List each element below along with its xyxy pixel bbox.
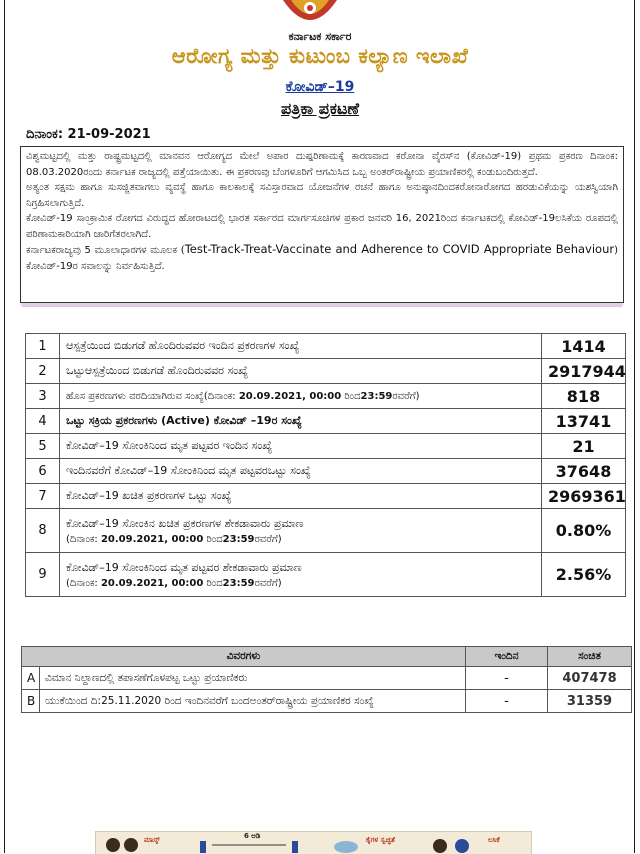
- distance-label: 6 ಅಡಿ: [244, 832, 261, 840]
- cumulative-header: ಸಂಚಿತ: [548, 647, 632, 667]
- stat-label: ಒಟ್ಟು ಸಕ್ರಿಯ ಪ್ರಕರಣಗಳು (Active) ಕೋವಿಡ್ –19ರ ಸಂಖ್ಯೆ: [60, 409, 542, 434]
- hygiene-label: ಕೈಗಳ ಸ್ವಚ್ಛತೆ: [366, 836, 395, 844]
- stat-value: 37648: [542, 459, 626, 484]
- mask-label: ಮಾಸ್ಕ್: [144, 836, 160, 844]
- karnataka-emblem-logo: [275, 0, 345, 30]
- airport-screening-table: [21, 646, 632, 713]
- department-title: ಆರೋಗ್ಯ ಮತ್ತು ಕುಟುಂಬ ಕಲ್ಯಾಣ ಇಲಾಖೆ: [171, 44, 469, 68]
- today-value: -: [466, 690, 548, 713]
- intro-paragraph-2: ಅತ್ಯಂತ ಸಕ್ಷಮ ಹಾಗೂ ಸುಸಜ್ಜಿತವಾಗಲು ವ್ಯವಸ್ಥೆ ಹಾಗೂ ಕಾಲಕಾಲಕ್ಕೆ ಸವಿಸ್ತಾರವಾದ ಯೋಜನೆಗಳ ರಚನೆ ಹಾಗೂ ಅನುಷ್ಠಾನದಿಂದಕರೋನಾರೋಗದ ಹರಡುವಿಕೆಯನ್ನು ಯಶಸ್ವಿಯಾಗಿ ನಿಗ್ರಹಿಸಲಾಗುತ್ತಿದೆ.: [26, 182, 618, 209]
- table-row: 7 ಕೋವಿಡ್–19 ಖಚಿತ ಪ್ರಕರಣಗಳ ಒಟ್ಟು ಸಂಖ್ಯೆ 2969361: [26, 484, 626, 509]
- table-row: A ವಿಮಾನ ನಿಲ್ದಾಣದಲ್ಲಿ ತಪಾಸಣೆಗೊಳಪಟ್ಟ ಒಟ್ಟು ಪ್ರಯಾಣಿಕರು - 407478: [22, 667, 632, 690]
- details-header: ವಿವರಗಳು: [22, 647, 466, 667]
- stat-value: 21: [542, 434, 626, 459]
- table-row: 5 ಕೋವಿಡ್–19 ಸೋಂಕಿನಿಂದ ಮೃತ ಪಟ್ಟವರ ಇಂದಿನ ಸಂಖ್ಯೆ 21: [26, 434, 626, 459]
- stat-label: ಒಟ್ಟುಆಸ್ಪತ್ರೆಯಿಂದ ಬಿಡುಗಡೆ ಹೊಂದಿರುವವರ ಸಂಖ್ಯೆ: [60, 359, 542, 384]
- stat-value: 2.56%: [542, 553, 626, 597]
- cumulative-value: 407478: [548, 667, 632, 690]
- stat-label: ಆಸ್ಪತ್ರೆಯಿಂದ ಬಿಡುಗಡೆ ಹೊಂದಿರುವವರ ಇಂದಿನ ಪ್ರಕರಣಗಳ ಸಂಖ್ಯೆ: [60, 334, 542, 359]
- intro-box: [20, 146, 624, 303]
- stat-label: ಕೋವಿಡ್–19 ಸೋಂಕಿನ ಖಚಿತ ಪ್ರಕರಣಗಳ ಶೇಕಡಾವಾರು ಪ್ರಮಾಣ (ದಿನಾಂಕ: 20.09.2021, 00:00 ರಿಂದ23:59ರವರೆಗೆ): [60, 509, 542, 553]
- stat-value: 0.80%: [542, 509, 626, 553]
- covid-statistics-table: [25, 333, 626, 597]
- page-border-right: [634, 0, 635, 853]
- stat-value: 2917944: [542, 359, 626, 384]
- release-date: ದಿನಾಂಕ: 21-09-2021: [26, 127, 151, 142]
- table-row: 3 ಹೊಸ ಪ್ರಕರಣಗಳು ವರದಿಯಾಗಿರುವ ಸಂಖ್ಯೆ(ದಿನಾಂಕ: 20.09.2021, 00:00 ರಿಂದ23:59ರವರೆಗೆ) 818: [26, 384, 626, 409]
- table-row: 9 ಕೋವಿಡ್–19 ಸೋಂಕಿನಿಂದ ಮೃತ ಪಟ್ಟವರ ಶೇಕಡಾವಾರು ಪ್ರಮಾಣ (ದಿನಾಂಕ: 20.09.2021, 00:00 ರಿಂದ23:59ರವರೆಗೆ) 2.56%: [26, 553, 626, 597]
- table-row: 2 ಒಟ್ಟುಆಸ್ಪತ್ರೆಯಿಂದ ಬಿಡುಗಡೆ ಹೊಂದಿರುವವರ ಸಂಖ್ಯೆ 2917944: [26, 359, 626, 384]
- mask-people-icon: [104, 836, 140, 854]
- covid-appropriate-behaviour-banner: [95, 831, 532, 854]
- press-release-title: ಪತ್ರಿಕಾ ಪ್ರಕಟಣೆ: [280, 99, 360, 118]
- covid-title: ಕೋವಿಡ್–19: [285, 79, 355, 95]
- vaccine-label: ಲಸಿಕೆ: [488, 836, 500, 844]
- row-label: ಯುಕೆಯಿಂದ ದಿ:25.11.2020 ರಿಂದ ಇಂದಿನವರೆಗೆ ಬಂದಅಂತರ್‌ರಾಷ್ಟ್ರೀಯ ಪ್ರಯಾಣಿಕರ ಸಂಖ್ಯೆ: [40, 690, 466, 713]
- intro-paragraph-3: ಕೋವಿಡ್-19 ಸಾಂಕ್ರಾಮಿಕ ರೋಗದ ವಿರುದ್ಧದ ಹೋರಾಟದಲ್ಲಿ ಭಾರತ ಸರ್ಕಾರದ ಮಾರ್ಗಸೂಚಿಗಳ ಪ್ರಕಾರ ಜನವರಿ 16, 2021ರಿಂದ ಕರ್ನಾಟಕದಲ್ಲಿ ಕೋವಿಡ್-19ಲಸಿಕೆಯ ರೂಪದಲ್ಲಿ ಪರಿಣಾಮಕಾರಿಯಾಗಿ ಜಾರಿಗೆತರಲಾಗಿದೆ.: [26, 213, 618, 240]
- table-row: 1 ಆಸ್ಪತ್ರೆಯಿಂದ ಬಿಡುಗಡೆ ಹೊಂದಿರುವವರ ಇಂದಿನ ಪ್ರಕರಣಗಳ ಸಂಖ್ಯೆ 1414: [26, 334, 626, 359]
- stat-value: 13741: [542, 409, 626, 434]
- stat-value: 1414: [542, 334, 626, 359]
- today-value: -: [466, 667, 548, 690]
- stat-label: ಹೊಸ ಪ್ರಕರಣಗಳು ವರದಿಯಾಗಿರುವ ಸಂಖ್ಯೆ(ದಿನಾಂಕ: 20.09.2021, 00:00 ರಿಂದ23:59ರವರೆಗೆ): [60, 384, 542, 409]
- stat-value: 818: [542, 384, 626, 409]
- handwash-icon: [331, 836, 361, 854]
- row-label: ವಿಮಾನ ನಿಲ್ದಾಣದಲ್ಲಿ ತಪಾಸಣೆಗೊಳಪಟ್ಟ ಒಟ್ಟು ಪ್ರಯಾಣಿಕರು: [40, 667, 466, 690]
- cumulative-value: 31359: [548, 690, 632, 713]
- stat-label: ಕೋವಿಡ್–19 ಖಚಿತ ಪ್ರಕರಣಗಳ ಒಟ್ಟು ಸಂಖ್ಯೆ: [60, 484, 542, 509]
- table-row: 6 ಇಂದಿನವರೆಗೆ ಕೋವಿಡ್–19 ಸೋಂಕಿನಿಂದ ಮೃತ ಪಟ್ಟವರಒಟ್ಟು ಸಂಖ್ಯೆ 37648: [26, 459, 626, 484]
- table-row: 8 ಕೋವಿಡ್–19 ಸೋಂಕಿನ ಖಚಿತ ಪ್ರಕರಣಗಳ ಶೇಕಡಾವಾರು ಪ್ರಮಾಣ (ದಿನಾಂಕ: 20.09.2021, 00:00 ರಿಂದ23:59ರವರೆಗೆ) 0.80%: [26, 509, 626, 553]
- government-name: ಕರ್ನಾಟಕ ಸರ್ಕಾರ: [288, 30, 352, 43]
- stat-label: ಇಂದಿನವರೆಗೆ ಕೋವಿಡ್–19 ಸೋಂಕಿನಿಂದ ಮೃತ ಪಟ್ಟವರಒಟ್ಟು ಸಂಖ್ಯೆ: [60, 459, 542, 484]
- stat-label: ಕೋವಿಡ್–19 ಸೋಂಕಿನಿಂದ ಮೃತ ಪಟ್ಟವರ ಶೇಕಡಾವಾರು ಪ್ರಮಾಣ (ದಿನಾಂಕ: 20.09.2021, 00:00 ರಿಂದ23:59ರವರೆಗೆ): [60, 553, 542, 597]
- table-header-row: [22, 647, 632, 667]
- stat-label: ಕೋವಿಡ್–19 ಸೋಂಕಿನಿಂದ ಮೃತ ಪಟ್ಟವರ ಇಂದಿನ ಸಂಖ್ಯೆ: [60, 434, 542, 459]
- stat-value: 2969361: [542, 484, 626, 509]
- table-row: 4 ಒಟ್ಟು ಸಕ್ರಿಯ ಪ್ರಕರಣಗಳು (Active) ಕೋವಿಡ್ –19ರ ಸಂಖ್ಯೆ 13741: [26, 409, 626, 434]
- today-header: ಇಂದಿನ: [466, 647, 548, 667]
- intro-paragraph-4: ಕರ್ನಾಟಕರಾಜ್ಯವು 5 ಮೂಲಾಧಾರಗಳ ಮೂಲಕ (Test-Track-Treat-Vaccinate and Adherence to COVID Appropriate Behaviour) ಕೋವಿಡ್-19ರ ಸವಾಲನ್ನು ನಿರ್ವಹಿಸುತ್ತಿದೆ.: [26, 242, 618, 272]
- vaccine-icon: [426, 836, 476, 854]
- table-row: B ಯುಕೆಯಿಂದ ದಿ:25.11.2020 ರಿಂದ ಇಂದಿನವರೆಗೆ ಬಂದಅಂತರ್‌ರಾಷ್ಟ್ರೀಯ ಪ್ರಯಾಣಿಕರ ಸಂಖ್ಯೆ - 31359: [22, 690, 632, 713]
- page-border-left: [4, 0, 5, 853]
- intro-paragraph-1: ವಿಶ್ವಮಟ್ಟದಲ್ಲಿ ಮತ್ತು ರಾಷ್ಟ್ರಮಟ್ಟದಲ್ಲಿ ಮಾನವನ ಆರೋಗ್ಯದ ಮೇಲೆ ಅಪಾರ ದುಷ್ಪರಿಣಾಮಕ್ಕೆ ಕಾರಣವಾದ ಕರೋನಾ ವೈರಸ್‌ನ (ಕೋವಿಡ್-19) ಪ್ರಥಮ ಪ್ರಕರಣ ದಿನಾಂಕ: 08.03.2020ರಂದು ಕರ್ನಾಟಕ ರಾಜ್ಯದಲ್ಲಿ ಪತ್ತೆಯಾಯಿತು. ಈ ಪ್ರಕರಣವು ಬೆಂಗಳೂರಿಗೆ ಆಗಮಿಸಿದ ಒಬ್ಬ ಅಂತರ್‌ರಾಷ್ಟ್ರೀಯ ಪ್ರಯಾಣಿಕರಲ್ಲಿ ಕಂಡುಬಂದಿರುತ್ತದೆ.: [26, 151, 618, 178]
